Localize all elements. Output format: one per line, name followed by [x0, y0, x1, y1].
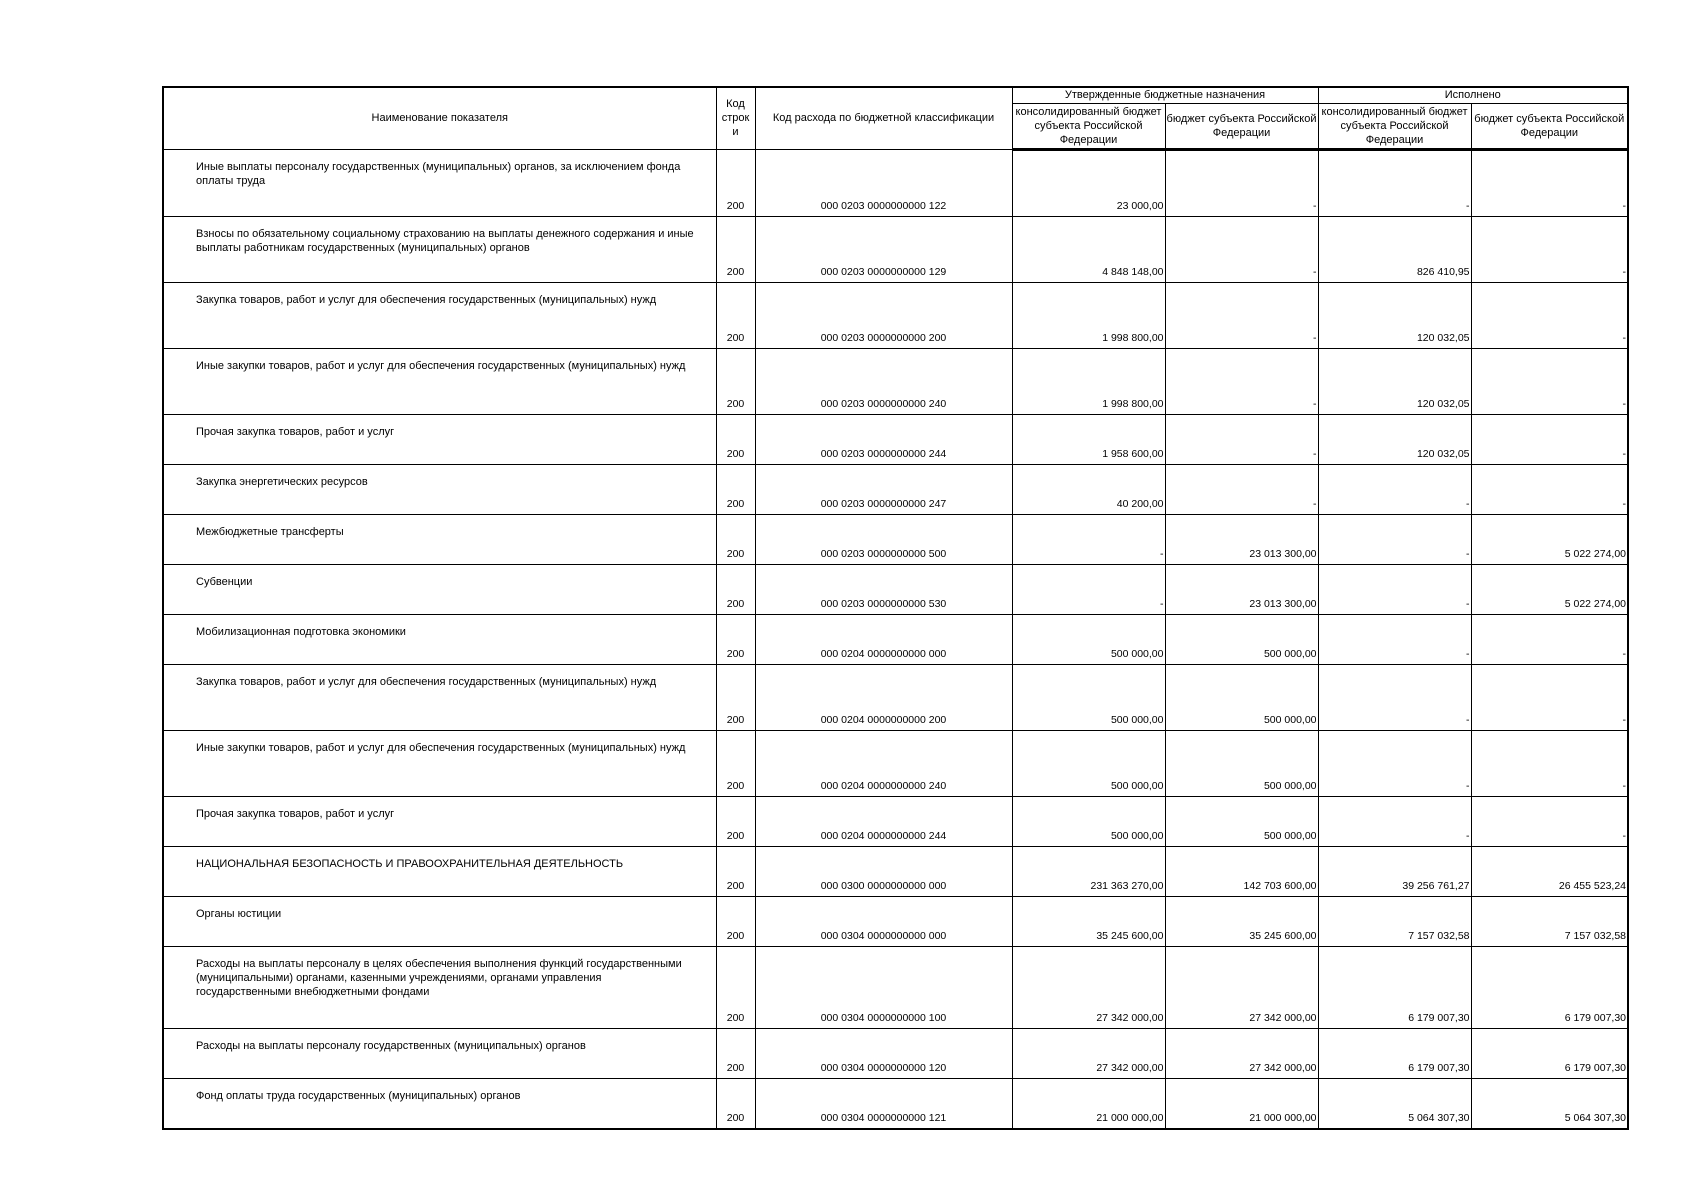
row-executed-subject: 6 179 007,30 [1471, 946, 1628, 1028]
row-budget-code: 000 0304 0000000000 000 [755, 896, 1012, 946]
row-approved-subject: 27 342 000,00 [1165, 946, 1318, 1028]
row-executed-consolidated: - [1318, 149, 1471, 216]
row-approved-consolidated: 500 000,00 [1012, 796, 1165, 846]
table-row [163, 614, 1628, 664]
row-approved-consolidated: 21 000 000,00 [1012, 1078, 1165, 1129]
row-indicator-name [163, 1028, 716, 1078]
row-indicator-name [163, 846, 716, 896]
row-approved-subject: - [1165, 414, 1318, 464]
header-approved-subject: бюджет субъекта Российской Федерации [1165, 103, 1318, 149]
row-executed-consolidated: 120 032,05 [1318, 414, 1471, 464]
row-approved-consolidated: 1 998 800,00 [1012, 282, 1165, 348]
row-approved-consolidated: 500 000,00 [1012, 614, 1165, 664]
row-executed-consolidated: - [1318, 464, 1471, 514]
header-budget-code: Код расхода по бюджетной классификации [755, 87, 1012, 149]
row-executed-subject: 5 022 274,00 [1471, 564, 1628, 614]
row-line-code: 200 [716, 348, 755, 414]
row-budget-code: 000 0203 0000000000 129 [755, 216, 1012, 282]
row-executed-subject: - [1471, 664, 1628, 730]
row-executed-consolidated: 6 179 007,30 [1318, 946, 1471, 1028]
row-indicator-name [163, 664, 716, 730]
table-row [163, 514, 1628, 564]
row-budget-code: 000 0203 0000000000 244 [755, 414, 1012, 464]
row-approved-subject: 500 000,00 [1165, 796, 1318, 846]
row-line-code: 200 [716, 896, 755, 946]
row-indicator-name [163, 464, 716, 514]
budget-execution-table [162, 86, 1629, 1130]
row-approved-subject: - [1165, 282, 1318, 348]
row-line-code: 200 [716, 946, 755, 1028]
row-line-code: 200 [716, 796, 755, 846]
row-indicator-name [163, 796, 716, 846]
row-name-text: Прочая закупка товаров, работ и услуг [196, 425, 395, 438]
row-approved-subject: 500 000,00 [1165, 614, 1318, 664]
row-name-text: Расходы на выплаты персоналу государственных (муниципальных) органов [196, 1039, 586, 1052]
row-executed-subject: 7 157 032,58 [1471, 896, 1628, 946]
table-row [163, 1078, 1628, 1129]
row-approved-consolidated: 4 848 148,00 [1012, 216, 1165, 282]
row-approved-subject: 23 013 300,00 [1165, 514, 1318, 564]
row-approved-consolidated: 1 998 800,00 [1012, 348, 1165, 414]
row-line-code: 200 [716, 846, 755, 896]
row-indicator-name [163, 216, 716, 282]
row-name-text: Субвенции [196, 575, 253, 588]
row-line-code: 200 [716, 514, 755, 564]
row-executed-subject: 5 022 274,00 [1471, 514, 1628, 564]
row-indicator-name [163, 1078, 716, 1129]
row-approved-subject: 500 000,00 [1165, 730, 1318, 796]
row-line-code: 200 [716, 1028, 755, 1078]
row-approved-consolidated: 27 342 000,00 [1012, 946, 1165, 1028]
row-approved-consolidated: 40 200,00 [1012, 464, 1165, 514]
header-executed-group: Исполнено [1318, 87, 1628, 103]
row-budget-code: 000 0203 0000000000 200 [755, 282, 1012, 348]
table-row [163, 348, 1628, 414]
row-name-text: Закупка товаров, работ и услуг для обеспечения государственных (муниципальных) нужд [196, 293, 657, 306]
table-row [163, 796, 1628, 846]
header-approved-consolidated: консолидированный бюджет субъекта Российской Федерации [1012, 103, 1165, 149]
row-executed-consolidated: 7 157 032,58 [1318, 896, 1471, 946]
header-line-code: Код строк и [716, 87, 755, 149]
row-name-text: Закупка энергетических ресурсов [196, 475, 368, 488]
row-executed-consolidated: 120 032,05 [1318, 348, 1471, 414]
row-executed-subject: 26 455 523,24 [1471, 846, 1628, 896]
table-body [163, 149, 1628, 1129]
row-indicator-name [163, 730, 716, 796]
row-budget-code: 000 0304 0000000000 121 [755, 1078, 1012, 1129]
row-name-text: НАЦИОНАЛЬНАЯ БЕЗОПАСНОСТЬ И ПРАВООХРАНИТЕЛЬНАЯ ДЕЯТЕЛЬНОСТЬ [196, 857, 624, 870]
table-row [163, 730, 1628, 796]
row-budget-code: 000 0203 0000000000 122 [755, 149, 1012, 216]
row-executed-consolidated: - [1318, 514, 1471, 564]
row-approved-consolidated: - [1012, 564, 1165, 614]
row-executed-subject: 6 179 007,30 [1471, 1028, 1628, 1078]
row-indicator-name [163, 614, 716, 664]
row-approved-subject: - [1165, 464, 1318, 514]
row-approved-subject: - [1165, 348, 1318, 414]
row-name-text: Мобилизационная подготовка экономики [196, 625, 406, 638]
row-name-text: Иные закупки товаров, работ и услуг для обеспечения государственных (муниципальных) нужд [196, 359, 686, 372]
table-row [163, 664, 1628, 730]
table-row [163, 896, 1628, 946]
row-budget-code: 000 0304 0000000000 100 [755, 946, 1012, 1028]
row-line-code: 200 [716, 730, 755, 796]
row-line-code: 200 [716, 614, 755, 664]
row-approved-consolidated: 1 958 600,00 [1012, 414, 1165, 464]
row-approved-consolidated: 500 000,00 [1012, 730, 1165, 796]
row-line-code: 200 [716, 464, 755, 514]
row-executed-subject: - [1471, 414, 1628, 464]
header-executed-subject: бюджет субъекта Российской Федерации [1471, 103, 1628, 149]
row-indicator-name [163, 896, 716, 946]
row-executed-consolidated: 5 064 307,30 [1318, 1078, 1471, 1129]
row-name-text: Органы юстиции [196, 907, 282, 920]
row-executed-subject: - [1471, 216, 1628, 282]
row-approved-subject: 142 703 600,00 [1165, 846, 1318, 896]
row-budget-code: 000 0204 0000000000 240 [755, 730, 1012, 796]
row-executed-subject: - [1471, 282, 1628, 348]
row-executed-consolidated: - [1318, 796, 1471, 846]
row-executed-subject: - [1471, 464, 1628, 514]
row-executed-subject: 5 064 307,30 [1471, 1078, 1628, 1129]
row-name-text: Расходы на выплаты персоналу в целях обеспечения выполнения функций государственными (муниципальными) органами, казенными учреждениями, органами управления государственными внебюджетными фондами [196, 957, 682, 998]
row-budget-code: 000 0203 0000000000 530 [755, 564, 1012, 614]
row-indicator-name [163, 564, 716, 614]
row-approved-subject: 35 245 600,00 [1165, 896, 1318, 946]
row-executed-consolidated: 6 179 007,30 [1318, 1028, 1471, 1078]
row-executed-consolidated: 39 256 761,27 [1318, 846, 1471, 896]
row-name-text: Межбюджетные трансферты [196, 525, 344, 538]
table-row [163, 149, 1628, 216]
row-executed-consolidated: - [1318, 664, 1471, 730]
row-approved-subject: 500 000,00 [1165, 664, 1318, 730]
row-name-text: Закупка товаров, работ и услуг для обеспечения государственных (муниципальных) нужд [196, 675, 657, 688]
row-approved-consolidated: - [1012, 514, 1165, 564]
row-line-code: 200 [716, 664, 755, 730]
row-approved-consolidated: 500 000,00 [1012, 664, 1165, 730]
row-budget-code: 000 0204 0000000000 000 [755, 614, 1012, 664]
row-indicator-name [163, 514, 716, 564]
row-indicator-name [163, 414, 716, 464]
row-executed-consolidated: 826 410,95 [1318, 216, 1471, 282]
row-name-text: Фонд оплаты труда государственных (муниципальных) органов [196, 1089, 521, 1102]
row-line-code: 200 [716, 564, 755, 614]
row-budget-code: 000 0203 0000000000 500 [755, 514, 1012, 564]
row-line-code: 200 [716, 1078, 755, 1129]
row-executed-subject: - [1471, 730, 1628, 796]
row-approved-consolidated: 23 000,00 [1012, 149, 1165, 216]
row-budget-code: 000 0304 0000000000 120 [755, 1028, 1012, 1078]
header-indicator-name: Наименование показателя [163, 87, 716, 149]
row-approved-consolidated: 231 363 270,00 [1012, 846, 1165, 896]
row-approved-consolidated: 35 245 600,00 [1012, 896, 1165, 946]
header-approved-group: Утвержденные бюджетные назначения [1012, 87, 1318, 103]
row-approved-consolidated: 27 342 000,00 [1012, 1028, 1165, 1078]
row-line-code: 200 [716, 414, 755, 464]
row-line-code: 200 [716, 149, 755, 216]
row-approved-subject: - [1165, 216, 1318, 282]
row-name-text: Иные выплаты персоналу государственных (муниципальных) органов, за исключением фонда оплаты труда [196, 160, 681, 187]
row-indicator-name [163, 946, 716, 1028]
row-budget-code: 000 0300 0000000000 000 [755, 846, 1012, 896]
table-row [163, 846, 1628, 896]
header-executed-consolidated: консолидированный бюджет субъекта Российской Федерации [1318, 103, 1471, 149]
row-executed-consolidated: 120 032,05 [1318, 282, 1471, 348]
table-row [163, 216, 1628, 282]
row-executed-subject: - [1471, 796, 1628, 846]
table-row [163, 414, 1628, 464]
row-name-text: Взносы по обязательному социальному страхованию на выплаты денежного содержания и иные выплаты работникам государственных (муниципальных) органов [196, 227, 694, 254]
row-budget-code: 000 0203 0000000000 240 [755, 348, 1012, 414]
row-budget-code: 000 0204 0000000000 200 [755, 664, 1012, 730]
row-approved-subject: 23 013 300,00 [1165, 564, 1318, 614]
table-row [163, 464, 1628, 514]
row-budget-code: 000 0203 0000000000 247 [755, 464, 1012, 514]
table-row [163, 946, 1628, 1028]
row-executed-consolidated: - [1318, 564, 1471, 614]
row-indicator-name [163, 282, 716, 348]
row-line-code: 200 [716, 216, 755, 282]
row-approved-subject: - [1165, 149, 1318, 216]
table-row [163, 564, 1628, 614]
row-indicator-name [163, 149, 716, 216]
row-executed-consolidated: - [1318, 614, 1471, 664]
row-budget-code: 000 0204 0000000000 244 [755, 796, 1012, 846]
row-executed-subject: - [1471, 149, 1628, 216]
row-executed-subject: - [1471, 348, 1628, 414]
row-line-code: 200 [716, 282, 755, 348]
row-approved-subject: 27 342 000,00 [1165, 1028, 1318, 1078]
table-row [163, 282, 1628, 348]
row-indicator-name [163, 348, 716, 414]
row-name-text: Прочая закупка товаров, работ и услуг [196, 807, 395, 820]
table-row [163, 1028, 1628, 1078]
row-executed-consolidated: - [1318, 730, 1471, 796]
row-name-text: Иные закупки товаров, работ и услуг для обеспечения государственных (муниципальных) нужд [196, 741, 686, 754]
row-approved-subject: 21 000 000,00 [1165, 1078, 1318, 1129]
row-executed-subject: - [1471, 614, 1628, 664]
